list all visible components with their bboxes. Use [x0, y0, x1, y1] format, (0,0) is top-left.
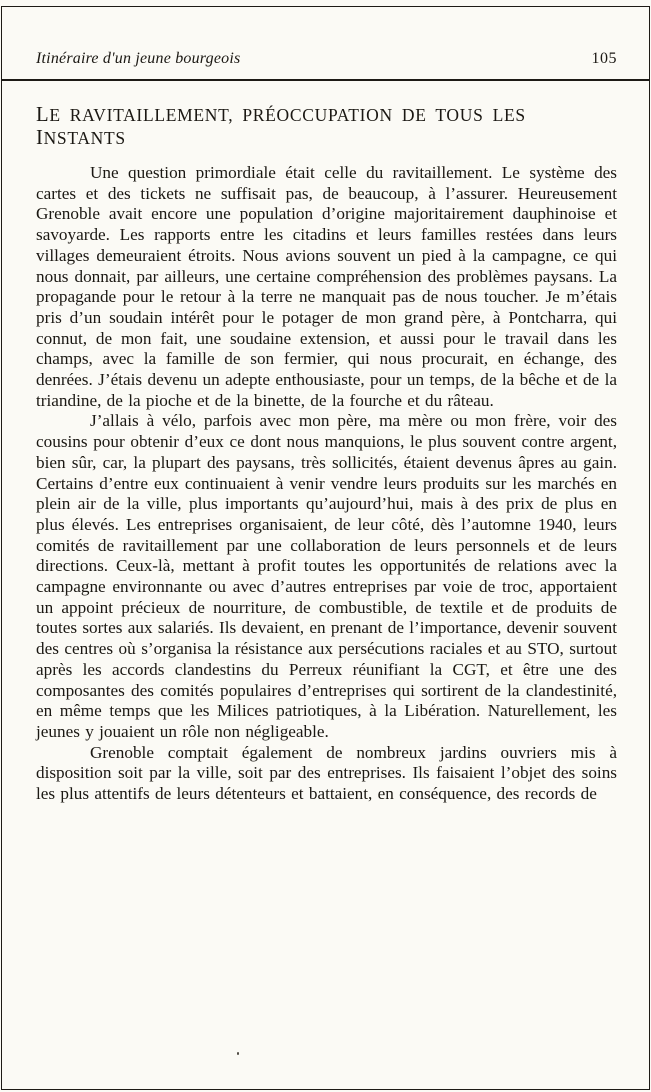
- section-heading-line-1: LE RAVITAILLEMENT, PRÉOCCUPATION DE TOUS LES: [36, 104, 526, 126]
- paragraph: Grenoble comptait également de nombreux jardins ouvriers mis à disposition soit par la ville, soit par des entreprises. Ils faisaient l’objet des soins les plus attentifs de leurs détenteurs et battaient, en conséquence, des records de: [36, 742, 617, 804]
- header-rule: [2, 79, 649, 81]
- page-header: [36, 50, 617, 68]
- paragraph: J’allais à vélo, parfois avec mon père, ma mère ou mon frère, voir des cousins pour obtenir d’eux ce dont nous manquions, le plus souvent contre argent, bien sûr, car, la plupart des paysans, très sollicités, étaient devenus âpres au gain. Certains d’entre eux continuaient à venir vendre leurs produits sur les marchés en plein air de la ville, plus importants qu’aujourd’hui, mais à des prix de plus en plus élevés. Les entreprises organisaient, de leur côté, dès l’automne 1940, leurs comités de ravitaillement par une collaboration de leurs personnels et de leurs directions. Ceux-là, mettant à profit toutes les opportunités de relations avec la campagne environnante ou avec d’autres entreprises par voie de troc, apportaient un appoint précieux de nourriture, de combustible, de textile et de produits de toutes sortes aux salariés. Ils devaient, en prenant de l’importance, devenir souvent des centres où s’organisa la résistance aux persécutions raciales et au STO, surtout après les accords clandestins du Perreux réunifiant la CGT, et être une des composantes des comités populaires d’entreprises qui sortirent de la clandestinité, en même temps que les Milices patriotiques, à la Libération. Naturellement, les jeunes y jouaient un rôle non négligeable.: [36, 411, 617, 741]
- page-number: 105: [591, 50, 617, 67]
- running-title: Itinéraire d'un jeune bourgeois: [36, 50, 241, 67]
- paragraph: Une question primordiale était celle du ravitaillement. Le système des cartes et des tickets ne suffisait pas, de beaucoup, à l’assurer. Heureusement Grenoble avait encore une population d’origine majoritairement dauphinoise et savoyarde. Les rapports entre les citadins et leurs familles restées dans leurs villages demeuraient étroits. Nous avions souvent un pied à la campagne, ce qui nous donnait, par ailleurs, une certaine compréhension des problèmes paysans. La propagande pour le retour à la terre ne manquait pas de nous toucher. Je m’étais pris d’un soudain intérêt pour le potager de mon grand père, à Pontcharra, qui connut, de mon fait, une soudaine extension, et aussi pour le travail dans les champs, avec la famille de son fermier, qui nous procurait, en échange, des denrées. J’étais devenu un adepte enthousiaste, pour un temps, de la bêche et de la triandine, de la pioche et de la binette, de la fourche et du râteau.: [36, 163, 617, 410]
- section-heading-line-2: INSTANTS: [36, 127, 126, 149]
- scan-speck: [237, 1052, 239, 1055]
- page-content: [36, 104, 617, 805]
- section-heading: [36, 104, 617, 150]
